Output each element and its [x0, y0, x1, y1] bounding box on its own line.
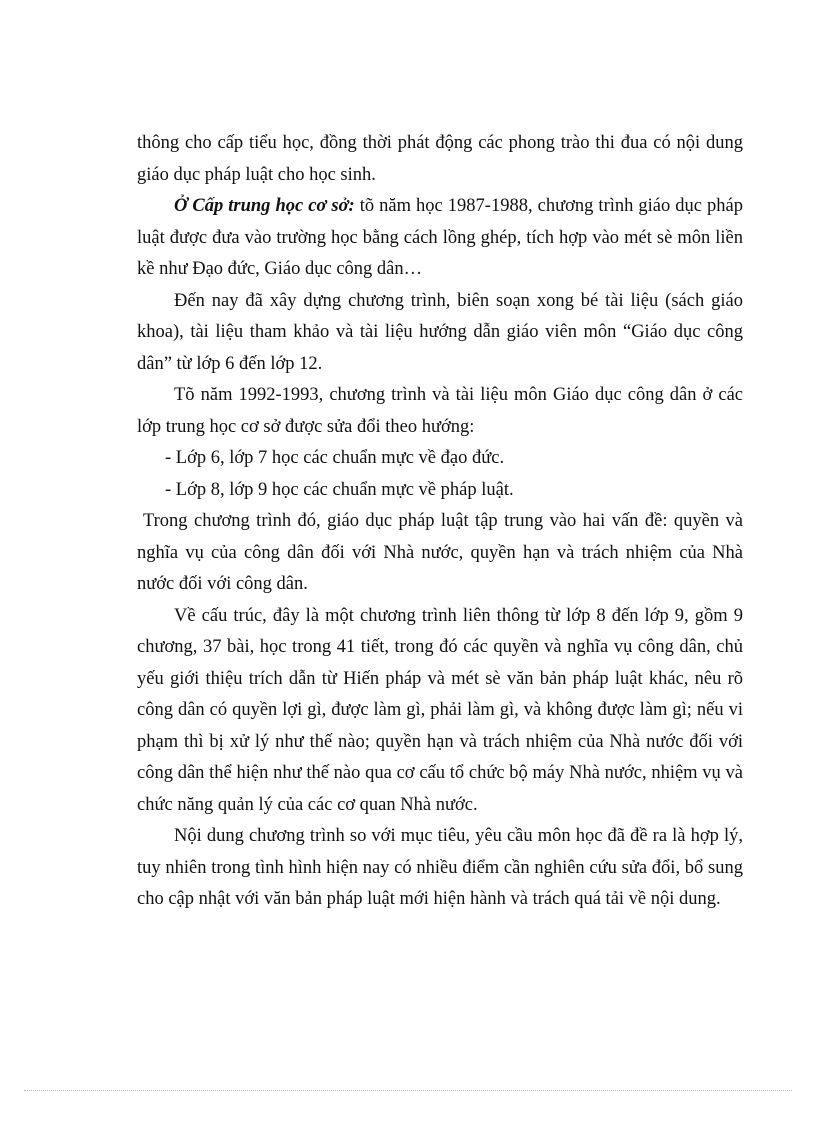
- section-lead: Ở Cấp trung học cơ sở:: [174, 196, 355, 216]
- document-body: [137, 128, 743, 916]
- paragraph-lower-secondary: [137, 191, 743, 286]
- paragraph-structure: Về cấu trúc, đây là một chương trình liên thông từ lớp 8 đến lớp 9, gồm 9 chương, 37 bài, học trong 41 tiết, trong đó các quyền và nghĩa vụ công dân, chủ yếu giới thiệu trích dẫn từ Hiến pháp và mét sè văn bản pháp luật khác, nêu rõ công dân có quyền lợi gì, được làm gì, phải làm gì, và không được làm gì; nếu vi phạm thì bị xử lý như thế nào; quyền hạn và trách nhiệm của Nhà nước đối với công dân thể hiện như thế nào qua cơ cấu tổ chức bộ máy Nhà nước, nhiệm vụ và chức năng quản lý của các cơ quan Nhà nước.: [137, 605, 743, 815]
- list-item-grade-6-7: - Lớp 6, lớp 7 học các chuẩn mực về đạo đức.: [165, 448, 505, 468]
- paragraph-focus: Trong chương trình đó, giáo dục pháp luật tập trung vào hai vấn đề: quyền và nghĩa vụ của công dân đối với Nhà nước, quyền hạn và trách nhiệm của Nhà nước đối với công dân.: [137, 511, 743, 594]
- list-item-grade-8-9: - Lớp 8, lớp 9 học các chuẩn mực về pháp luật.: [165, 479, 514, 500]
- paragraph-assessment: Nội dung chương trình so với mục tiêu, yêu cầu môn học đã đề ra là hợp lý, tuy nhiên trong tình hình hiện nay có nhiều điểm cần nghiên cứu sửa đổi, bổ sung cho cập nhật với văn bản pháp luật mới hiện hành và trách quá tải về nội dung.: [137, 826, 743, 909]
- footer-divider: [24, 1090, 792, 1091]
- paragraph-curriculum: Đến nay đã xây dựng chương trình, biên soạn xong bé tài liệu (sách giáo khoa), tài liệu tham khảo và tài liệu hướng dẫn giáo viên môn “Giáo dục công dân” từ lớp 6 đến lớp 12.: [137, 290, 743, 374]
- paragraph-continuation: thông cho cấp tiểu học, đồng thời phát động các phong trào thi đua có nội dung giáo dục pháp luật cho học sinh.: [137, 133, 743, 185]
- paragraph-revision: Tõ năm 1992-1993, chương trình và tài liệu môn Giáo dục công dân ở các lớp trung học cơ sở được sửa đổi theo hướng:: [137, 385, 743, 437]
- paragraph-text: tõ năm học 1987-1988, chương trình giáo dục pháp luật được đưa vào trường học bằng cách lồng ghép, tích hợp vào mét sè môn liền kề như Đạo đức, Giáo dục công dân…: [137, 196, 743, 279]
